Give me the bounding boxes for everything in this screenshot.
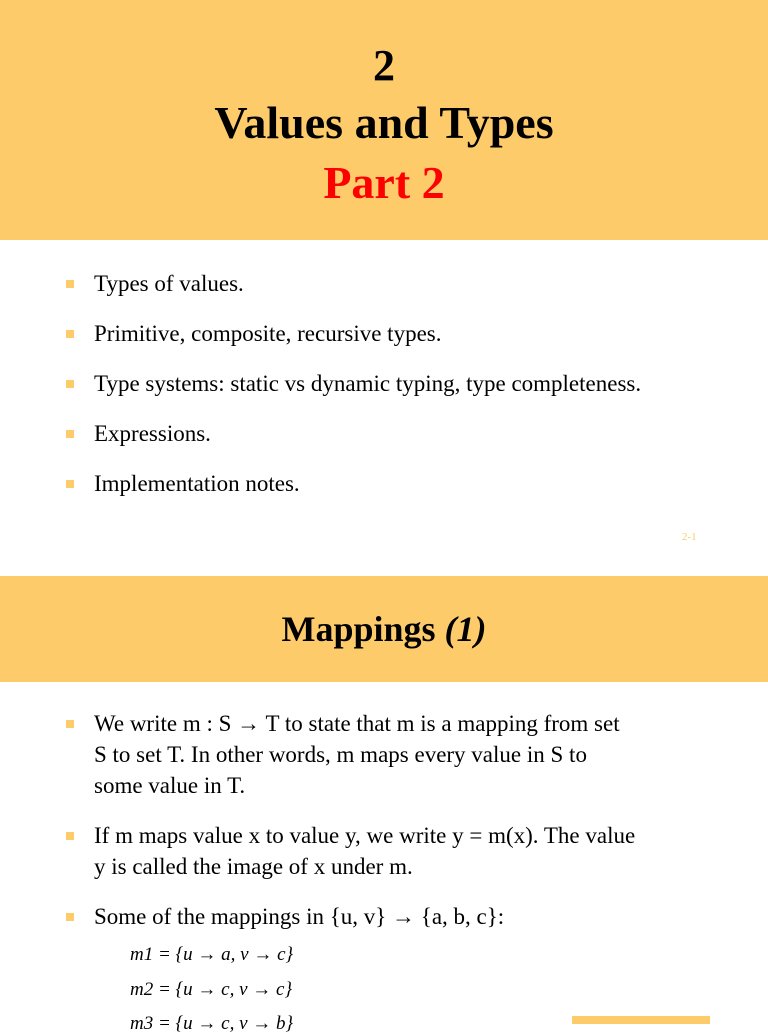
list-item-continuation: some value in T.	[94, 773, 246, 798]
list-item-continuation: S to set T. In other words, m maps every value in S to	[94, 742, 587, 767]
bullet-icon	[66, 832, 74, 840]
mapping-formula: m1 = {u → a, v → c}	[130, 944, 294, 965]
list-item: If m maps value x to value y, we write y = m(x). The value	[94, 823, 636, 848]
slide-part-label: Part 2	[323, 157, 445, 208]
list-item-continuation: y is called the image of x under m.	[94, 854, 413, 879]
chapter-number: 2	[373, 41, 395, 90]
list-item: We write m : S → T to state that m is a mapping from set	[94, 711, 620, 736]
footer-highlight	[572, 1016, 710, 1024]
bullet-icon	[66, 913, 74, 921]
list-item: Type systems: static vs dynamic typing, type completeness.	[94, 371, 642, 396]
list-item: Types of values.	[94, 271, 244, 296]
list-item: Primitive, composite, recursive types.	[94, 321, 442, 346]
mapping-formula: m3 = {u → c, v → b}	[130, 1013, 294, 1034]
list-item: Expressions.	[94, 421, 211, 446]
slide-title: Values and Types	[214, 97, 554, 148]
slide-title-suffix: (1)	[444, 609, 487, 649]
mapping-formula: m2 = {u → c, v → c}	[130, 979, 293, 1000]
bullet-icon	[66, 330, 74, 338]
bullet-icon	[66, 380, 74, 388]
slide-title-text: Mappings	[281, 609, 436, 649]
list-item: Implementation notes.	[94, 471, 300, 496]
bullet-icon	[66, 720, 74, 728]
page-number: 2-1	[682, 531, 697, 543]
list-item: Some of the mappings in {u, v} → {a, b, c}:	[94, 904, 505, 929]
slide-title	[0, 608, 768, 650]
bullet-icon	[66, 430, 74, 438]
bullet-icon	[66, 280, 74, 288]
bullet-icon	[66, 480, 74, 488]
